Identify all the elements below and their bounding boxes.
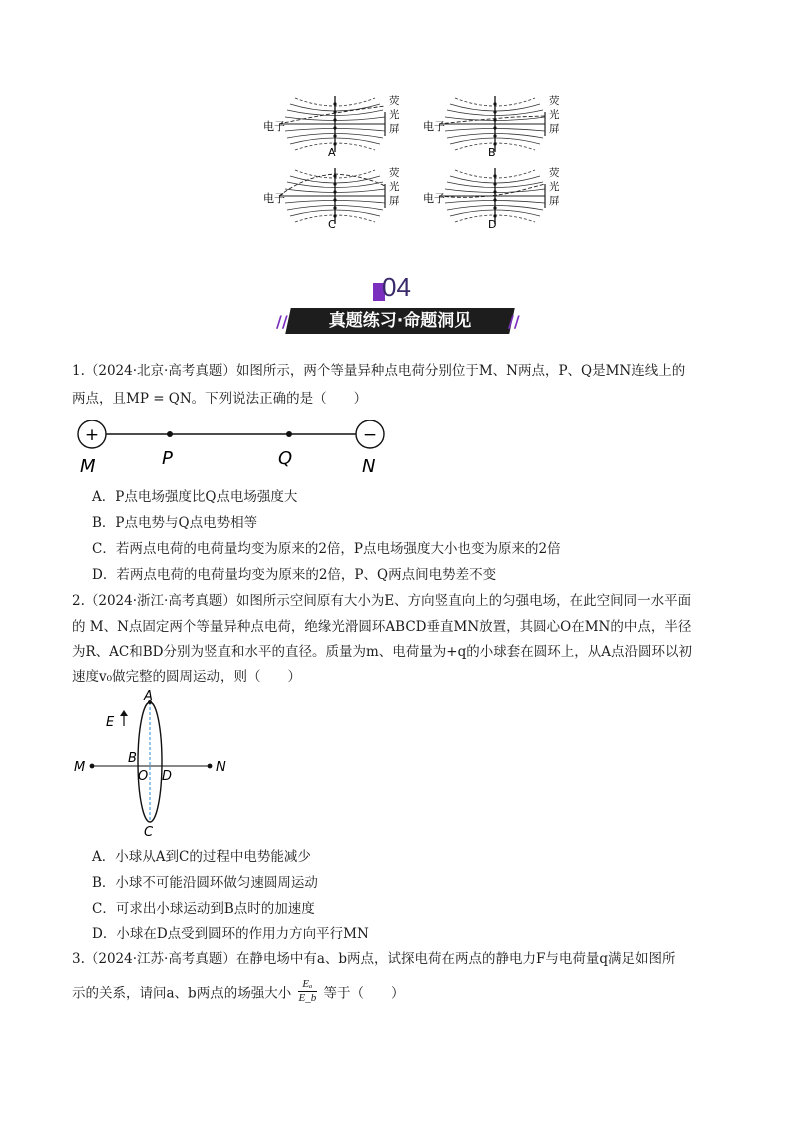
svg-text:荧: 荧 xyxy=(389,167,400,179)
svg-text:M: M xyxy=(80,456,96,477)
svg-text:−: − xyxy=(362,425,378,445)
q3-stem-prefix: 示的关系，请问a、b两点的场强大小 xyxy=(72,985,292,1002)
panel-b xyxy=(423,94,560,159)
q2-option-d: D．小球在D点受到圆环的作用力方向平行MN xyxy=(92,926,369,942)
q3-stem-suffix: 等于（ ） xyxy=(323,985,405,1002)
svg-text:屏: 屏 xyxy=(549,123,560,135)
svg-text:光: 光 xyxy=(389,181,400,193)
svg-text:屏: 屏 xyxy=(389,123,400,135)
panel-c xyxy=(263,166,400,230)
q3-fraction-num: Eₐ xyxy=(298,978,318,992)
q2-stem-line-3: 为R、AC和BD分别为竖直和水平的直径。质量为m、电荷量为+q的小球套在圆环上，从A点沿圆环以初 xyxy=(72,644,692,660)
svg-text:电子: 电子 xyxy=(263,192,285,205)
svg-text:荧: 荧 xyxy=(549,95,560,107)
q2-stem-line-4: 速度v₀做完整的圆周运动，则（ ） xyxy=(72,669,302,685)
svg-text:D: D xyxy=(162,769,173,784)
point-q xyxy=(286,431,292,437)
point-p xyxy=(167,431,173,437)
q2-figure xyxy=(72,690,242,840)
svg-text:P: P xyxy=(162,448,173,469)
svg-text:C: C xyxy=(144,825,154,840)
svg-text:M: M xyxy=(74,760,86,775)
svg-text:D: D xyxy=(488,218,497,230)
q1-figure xyxy=(72,420,392,478)
q3-fraction xyxy=(298,978,318,1005)
svg-text:光: 光 xyxy=(549,109,560,121)
q3-stem-line-2 xyxy=(72,978,405,1014)
q2-option-a: A．小球从A到C的过程中电势能减少 xyxy=(92,849,311,865)
q1-option-b: B．P点电势与Q点电势相等 xyxy=(92,515,258,531)
svg-text:N: N xyxy=(216,760,226,775)
svg-text:荧: 荧 xyxy=(549,167,560,179)
q1-option-a: A．P点电场强度比Q点电场强度大 xyxy=(92,489,298,505)
panel-d xyxy=(423,166,560,230)
q2-ring-diagram xyxy=(72,690,242,840)
electron-deflection-figure xyxy=(255,90,575,230)
q3-fraction-den: E_b xyxy=(298,992,317,1004)
svg-text:O: O xyxy=(138,769,149,784)
field-arrow-icon xyxy=(120,710,128,716)
svg-text:E: E xyxy=(106,715,115,730)
svg-text:电子: 电子 xyxy=(423,192,445,205)
q1-option-d: D．若两点电荷的电荷量均变为原来的2倍，P、Q两点间电势差不变 xyxy=(92,567,497,583)
q1-option-c: C．若两点电荷的电荷量均变为原来的2倍，P点电场强度大小也变为原来的2倍 xyxy=(92,541,561,557)
svg-text:C: C xyxy=(328,218,336,230)
svg-text:屏: 屏 xyxy=(549,195,560,207)
q3-stem-line-1: 3.（2024·江苏·高考真题）在静电场中有a、b两点，试探电荷在两点的静电力F与电荷量q满足如图所 xyxy=(72,951,676,967)
svg-text:+: + xyxy=(84,425,100,445)
q1-stem-line-1: 1.（2024·北京·高考真题）如图所示，两个等量异种点电荷分别位于M、N两点，P、Q是MN连线上的 xyxy=(72,363,686,379)
q1-charge-line-diagram xyxy=(72,420,392,478)
electron-deflection-panels xyxy=(255,90,575,230)
svg-text:N: N xyxy=(362,456,376,477)
right-slash-icon: // xyxy=(508,312,520,331)
section-title: 真题练习·命题洞见 xyxy=(328,311,472,331)
svg-text:荧: 荧 xyxy=(389,95,400,107)
electron-label: 电子 xyxy=(263,120,285,133)
q2-option-b: B．小球不可能沿圆环做匀速圆周运动 xyxy=(92,875,318,891)
svg-text:B: B xyxy=(128,751,137,766)
svg-text:光: 光 xyxy=(549,181,560,193)
panel-letter: A xyxy=(328,146,336,159)
svg-text:电子: 电子 xyxy=(423,120,445,133)
panel-a xyxy=(263,94,400,159)
q1-stem-line-2: 两点，且MP = QN。下列说法正确的是（ ） xyxy=(72,391,368,407)
section-header xyxy=(270,272,530,338)
svg-text:B: B xyxy=(488,146,496,159)
q2-option-c: C．可求出小球运动到B点时的加速度 xyxy=(92,901,315,917)
section-number: 04 xyxy=(382,272,411,302)
q2-stem-line-2: 的 M、N点固定两个等量异种点电荷，绝缘光滑圆环ABCD垂直MN放置，其圆心O在MN的中点，半径 xyxy=(72,619,692,635)
svg-text:A: A xyxy=(144,690,153,704)
svg-text:光: 光 xyxy=(389,109,400,121)
left-slash-icon: // xyxy=(276,312,288,331)
q2-stem-line-1: 2.（2024·浙江·高考真题）如图所示空间原有大小为E、方向竖直向上的匀强电场，在此空间同一水平面 xyxy=(72,593,692,609)
svg-text:屏: 屏 xyxy=(389,195,400,207)
svg-text:Q: Q xyxy=(278,448,293,469)
